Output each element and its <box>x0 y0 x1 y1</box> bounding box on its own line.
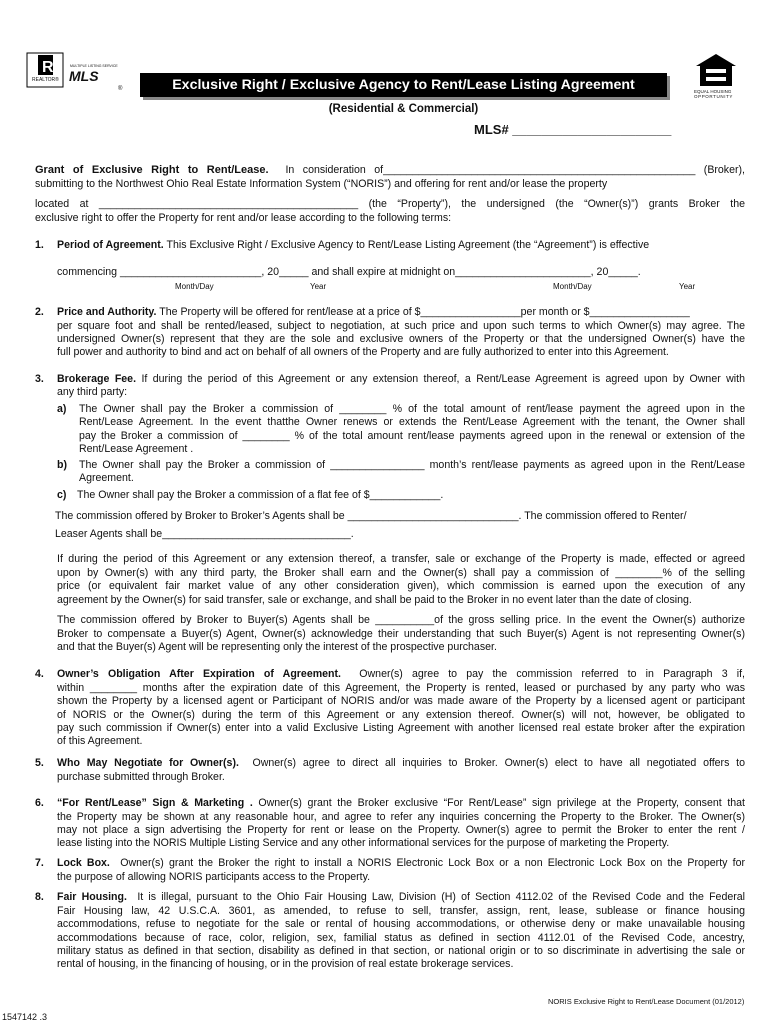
realtor-text: REALTOR® <box>32 77 59 83</box>
s7-line2: the purpose of allowing NORIS participants access to the Property. <box>57 871 371 883</box>
s8-line6: rental of housing, in the financing of housing, or in the provision of real estate brokerage services. <box>57 958 514 970</box>
footer-doc-name: NORIS Exclusive Right to Rent/Lease Document (01/2012) <box>548 997 745 1006</box>
s3-num: 3. <box>35 373 44 385</box>
s4-num: 4. <box>35 668 44 680</box>
s2-num: 2. <box>35 306 44 318</box>
realtor-logo <box>26 52 64 88</box>
s1-num: 1. <box>35 239 44 251</box>
s4-line6: of this Agreement. <box>57 735 143 747</box>
s8-line4: accommodations because of race, color, religion, sex, familial status as defined in section 4112.01 of the Revised Code, ancestry, <box>57 932 745 944</box>
s3-agents2[interactable]: Leaser Agents shall be________________________________. <box>55 528 354 540</box>
s3-p2-1[interactable]: The commission offered by Broker to Buyer(s) Agents shall be __________of the gross selling price. In the event the Owner(s) authorize <box>57 614 745 626</box>
s3-a-label: a) <box>57 403 67 415</box>
grant-heading: Grant of Exclusive Right to Rent/Lease. <box>35 164 269 176</box>
s5-num: 5. <box>35 757 44 769</box>
s8-line1: Fair Housing. It is illegal, pursuant to the Ohio Fair Housing Law, Division (H) of Section 4112.02 of the Revised Code and the Federal <box>57 891 745 903</box>
mls-tagline: MULTIPLE LISTING SERVICE <box>70 64 118 68</box>
s2-line4: full power and authority to bind and act on behalf of all owners of the Property and are fully authorized to enter into this Agreement. <box>57 346 669 358</box>
eho-line2: OPPORTUNITY <box>694 94 734 99</box>
grant-line4: exclusive right to offer the Property for rent and/or lease according to the following terms: <box>35 212 452 224</box>
footer-doc-id: 1547142 .3 <box>2 1012 48 1022</box>
s8-num: 8. <box>35 891 44 903</box>
s4-line4: of NORIS or the Owner(s) during the term of this Agreement or any extension thereof. Owner(s) will not, however, be obligated to <box>57 709 745 721</box>
eho-line1: EQUAL HOUSING <box>694 89 732 94</box>
s3-a1[interactable]: The Owner shall pay the Broker a commission of ________ % of the total amount of rent/lease payment the agreed upon in the <box>79 403 745 415</box>
s4-line2[interactable]: within ________ months after the expiration date of this Agreement, the Property is rented, leased or purchased by any party who was <box>57 682 745 694</box>
s4-line5: pay such commission if Owner(s) enter into a valid Exclusive Listing Agreement with another licensed real estate broker after the expiration <box>57 722 745 734</box>
s8-heading: Fair Housing. <box>57 891 127 903</box>
s3-c1[interactable]: The Owner shall pay the Broker a commission of a flat fee of $____________. <box>77 489 444 501</box>
mls-logo <box>66 64 124 94</box>
s2-line3: undersigned Owner(s) represent that they are the sole and exclusive owners of the Property or that the undersigned Owner(s) have the <box>57 333 745 345</box>
s6-num: 6. <box>35 797 44 809</box>
s3-p2-2: Broker to compensate a Buyer(s) Agent, Owner(s) acknowledge their understanding that such Buyer(s) Agent is not representing Owner(s) <box>57 628 745 640</box>
mls-number-field[interactable]: MLS# ______________________ <box>474 122 672 137</box>
s3-c-label: c) <box>57 489 67 501</box>
s3-p2-3: and that the Buyer(s) Agent will be representing only the interest of the prospective purchaser. <box>57 641 497 653</box>
s3-agents1[interactable]: The commission offered by Broker to Broker’s Agents shall be _____________________________. The commission offered to Renter/ <box>55 510 687 522</box>
s2-heading: Price and Authority. <box>57 306 157 318</box>
equal-housing-logo <box>690 52 742 100</box>
s6-line2: the Property may be shown at any reasonable hour, and agree to refer any inquiries concerning the Property to the Broker. The Owner(s) <box>57 811 745 823</box>
s1-label-monthday2: Month/Day <box>553 282 592 291</box>
s1-line1: Period of Agreement. This Exclusive Right / Exclusive Agency to Rent/Lease Listing Agreement (the “Agreement”) is effective <box>57 239 650 251</box>
s4-line3: shown the Property by a licensed agent or Participant of NORIS and/or was made aware of the Property by a licensed agent or participant <box>57 695 745 707</box>
s5-line2: purchase submitted through Broker. <box>57 771 225 783</box>
page-title: Exclusive Right / Exclusive Agency to Rent/Lease Listing Agreement <box>172 77 635 93</box>
s5-heading: Who May Negotiate for Owner(s). <box>57 757 239 769</box>
grant-line1 <box>35 164 745 178</box>
grant-line2: submitting to the Northwest Ohio Real Estate Information System (“NORIS”) and offering for rent and/or lease the property <box>35 178 608 190</box>
s3-p1-4: agreement by the Owner(s) for said transfer, sale or exchange, and shall be paid to the Broker in no event later than the date of closing. <box>57 594 692 606</box>
s3-line1: Brokerage Fee. If during the period of this Agreement or any extension thereof, a Rent/Lease Agreement is agreed upon by Owner with <box>57 373 745 385</box>
s3-a3[interactable]: pay the Broker a commission of ________ % of the total amount rent/lease payments agreed upon in the renewal or extension of the <box>79 430 745 442</box>
svg-text:R: R <box>42 59 54 76</box>
s3-b2: Agreement. <box>79 472 134 484</box>
s3-line2: any third party: <box>57 386 128 398</box>
s1-label-year2: Year <box>679 282 696 291</box>
s1-label-monthday1: Month/Day <box>175 282 214 291</box>
mls-text: MLS <box>69 68 99 84</box>
s3-p1-2[interactable]: upon by Owner(s) with any third party, the Broker shall earn and the Owner(s) shall pay a commission of ________% of the selling <box>57 567 745 579</box>
s1-label-year1: Year <box>310 282 327 291</box>
s6-line1: “For Rent/Lease” Sign & Marketing . Owner(s) grant the Broker exclusive “For Rent/Lease” sign privilege at the Property, consent that <box>57 797 745 809</box>
s3-p1-1: If during the period of this Agreement or any extension thereof, a transfer, sale or exchange of the Property is made, effected or agreed <box>57 553 745 565</box>
s6-line4: lease listing into the NORIS Multiple Listing Service and any other informational services for the purpose of marketing the Property. <box>57 837 670 849</box>
s7-heading: Lock Box. <box>57 857 110 869</box>
s6-heading: “For Rent/Lease” Sign & Marketing . <box>57 797 253 809</box>
s7-num: 7. <box>35 857 44 869</box>
s4-line1: Owner’s Obligation After Expiration of Agreement. Owner(s) agree to pay the commission referred to in Paragraph 3 if, <box>57 668 745 680</box>
s8-line3: accommodations, refuse to negotiate for the sale or rental of housing accommodations, or otherwise deny or make unavailable housing <box>57 918 745 930</box>
page-subtitle: (Residential & Commercial) <box>328 103 479 115</box>
s3-a2: Rent/Lease Agreement. In the event thatthe Owner renews or extends the Rent/Lease Agreement with the tenant, the Owner shall <box>79 416 745 428</box>
s8-line5: military status as defined in that section, disability as defined in that section, or national origin or to so discriminate in advertising the sale or <box>57 945 745 957</box>
s3-b1[interactable]: The Owner shall pay the Broker a commission of ________________ month’s rent/lease payments as agreed upon in the Rent/Lease <box>79 459 745 471</box>
title-bar <box>140 73 667 97</box>
grant-text1[interactable]: In consideration of_____________________________________________________ (Broker), <box>285 164 745 176</box>
s2-line1[interactable]: Price and Authority. The Property will be offered for rent/lease at a price of $_________________per month or $_________________ <box>57 306 690 318</box>
s1-commencing[interactable]: commencing ________________________, 20_____ and shall expire at midnight on_______________________, 20_____. <box>57 266 641 278</box>
s5-line1: Who May Negotiate for Owner(s). Owner(s) agree to direct all inquiries to Broker. Owner(s) elect to have all negotiated offers to <box>57 757 745 769</box>
s3-p1-3: price (or equivalent fair market value of any other consideration given), which commission is earned upon the execution of any <box>57 580 745 592</box>
s2-line2: per square foot and shall be rented/leased, subject to negotiation, at such price and upon such terms to which Owner(s) may agree. The <box>57 320 745 332</box>
s6-line3: may not place a sign advertising the Property for rent or lease on the Property. Owner(s) agree to permit the Broker to enter the rent / <box>57 824 745 836</box>
s8-line2: Fair Housing law, 42 U.S.C.A. 3601, as amended, to refuse to sell, transfer, assign, rent, lease, sublease or finance housing <box>57 905 745 917</box>
s3-b-label: b) <box>57 459 67 471</box>
s1-heading: Period of Agreement. <box>57 239 164 251</box>
s7-line1: Lock Box. Owner(s) grant the Broker the right to install a NORIS Electronic Lock Box or a non Electronic Lock Box on the Property for <box>57 857 745 869</box>
s3-a4: Rent/Lease Agreement . <box>79 443 194 455</box>
mls-reg-mark: ® <box>118 86 123 92</box>
s4-heading: Owner’s Obligation After Expiration of Agreement. <box>57 668 341 680</box>
s3-heading: Brokerage Fee. <box>57 373 137 385</box>
grant-line3[interactable]: located at ____________________________________________ (the “Property”), the undersigned (the “Owner(s)”) grants Broker the <box>35 198 745 210</box>
